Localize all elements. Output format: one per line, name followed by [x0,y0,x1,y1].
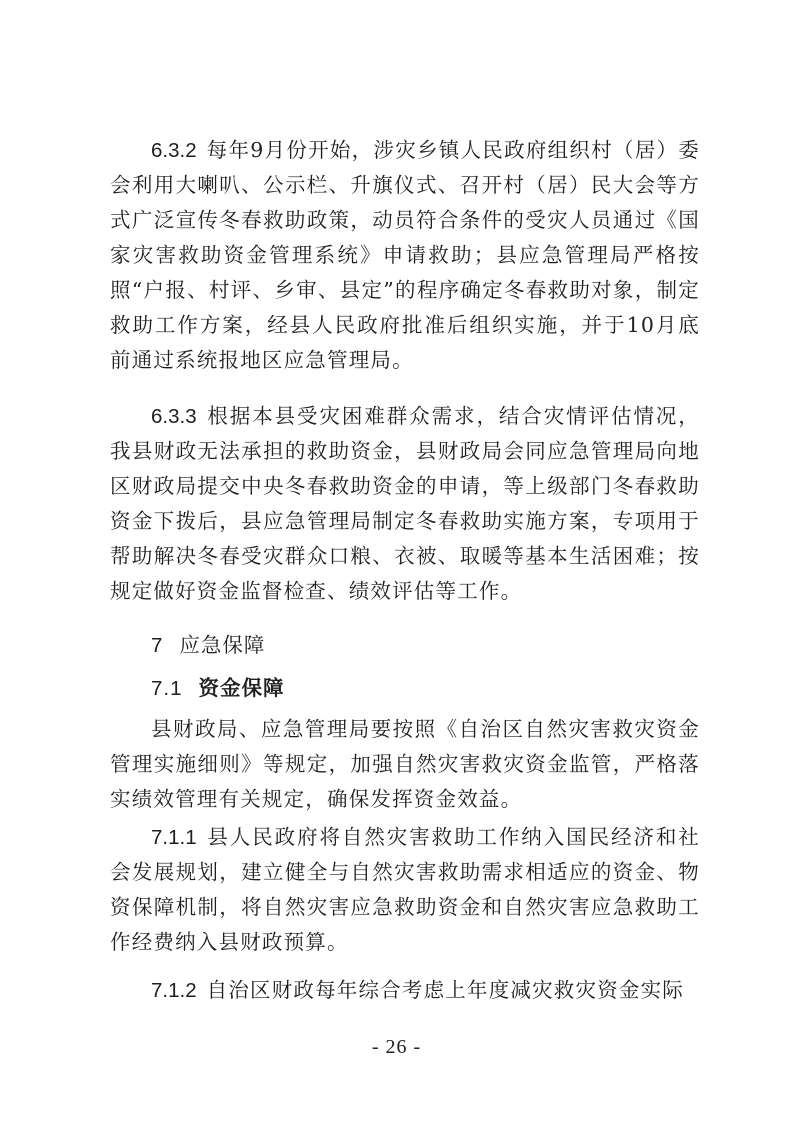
paragraph-text: 县财政局、应急管理局要按照《自治区自然灾害救灾资金管理实施细则》等规定，加强自然灾害救灾资金监管，严格落实绩效管理有关规定，确保发挥资金效益。 [110,717,700,811]
heading-number: 7.1 [151,677,183,700]
paragraph-6-3-3 [110,399,700,609]
paragraph-6-3-2 [110,133,700,378]
paragraph-text: 自治区财政每年综合考虑上年度减灾救灾资金实际 [206,978,685,1002]
paragraph-text: 县人民政府将自然灾害救助工作纳入国民经济和社会发展规划，建立健全与自然灾害救助需求相适应的资金、物资保障机制，将自然灾害应急救助资金和自然灾害应急救助工作经费纳入县财政预算。 [110,825,700,954]
section-heading-7 [151,628,265,663]
section-number: 6.3.3 [151,405,197,428]
paragraph-7-1-1 [110,820,700,960]
heading-text: 资金保障 [198,676,285,700]
paragraph-text: 根据本县受灾困难群众需求，结合灾情评估情况，我县财政无法承担的救助资金，县财政局会同应急管理局向地区财政局提交中央冬春救助资金的申请，等上级部门冬春救助资金下拨后，县应急管理局制定冬春救助实施方案，专项用于帮助解决冬春受灾群众口粮、衣被、取暖等基本生活困难；按规定做好资金监督检查、绩效评估等工作。 [110,404,700,603]
heading-number: 7 [151,634,164,657]
section-number: 6.3.2 [151,139,197,162]
page-number: - 26 - [371,1036,422,1058]
section-heading-7-1 [151,671,285,706]
section-number: 7.1.2 [151,979,197,1002]
section-number: 7.1.1 [151,826,197,849]
paragraph-7-1-2 [110,973,700,1008]
heading-text: 应急保障 [179,633,266,657]
paragraph-text: 每年9月份开始，涉灾乡镇人民政府组织村（居）委会利用大喇叭、公示栏、升旗仪式、召开村（居）民大会等方式广泛宣传冬春救助政策，动员符合条件的受灾人员通过《国家灾害救助资金管理系统》申请救助；县应急管理局严格按照“户报、村评、乡审、县定”的程序确定冬春救助对象，制定救助工作方案，经县人民政府批准后组织实施，并于10月底前通过系统报地区应急管理局。 [110,138,700,372]
paragraph-7-1 [110,712,700,817]
